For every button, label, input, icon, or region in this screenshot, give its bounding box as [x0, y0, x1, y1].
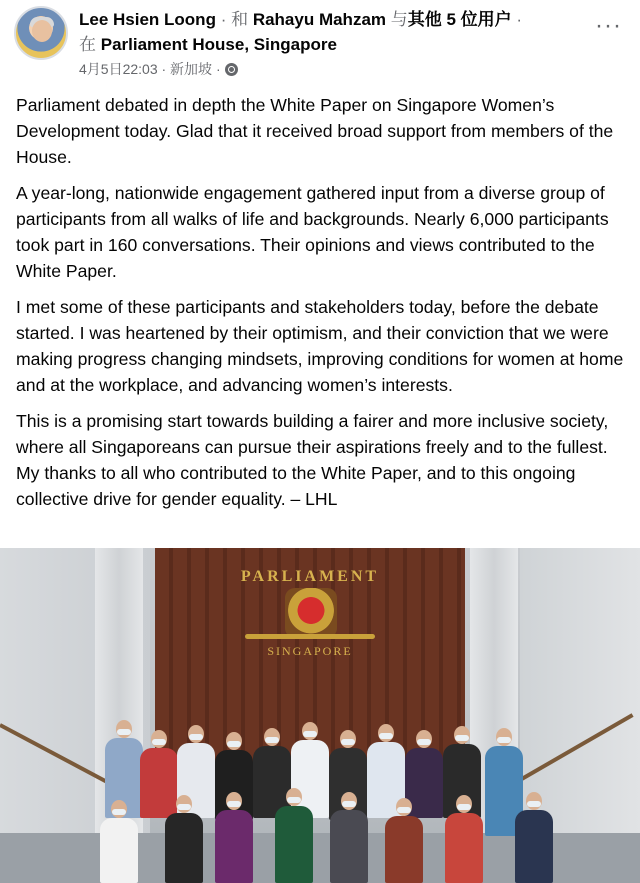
- person: [275, 806, 313, 883]
- face-mask: [497, 737, 511, 743]
- others-prefix: 与: [386, 10, 408, 29]
- person: [165, 813, 203, 883]
- face-mask: [265, 737, 279, 743]
- author-name[interactable]: Lee Hsien Loong: [79, 10, 216, 29]
- face-mask: [455, 735, 469, 741]
- profile-avatar[interactable]: [14, 6, 68, 60]
- face-mask: [227, 741, 241, 747]
- face-mask: [397, 807, 411, 813]
- face-mask: [303, 731, 317, 737]
- post-paragraph: I met some of these participants and stakeholders today, before the debate started. I was heartened by their optimism, and their conviction that we were making progress changing mindsets, improving conditions for women at home and at the workplace, and advancing women’s interests.: [16, 297, 624, 395]
- globe-icon: [225, 63, 238, 76]
- group-of-people: [95, 718, 565, 883]
- tagged-person[interactable]: Rahayu Mahzam: [252, 10, 387, 29]
- others-suffix: ·: [511, 10, 523, 29]
- face-mask: [152, 739, 166, 745]
- face-mask: [112, 809, 126, 815]
- header-line2: [79, 34, 337, 56]
- post-paragraph: This is a promising start towards building a fairer and more inclusive society, where all Singaporeans can pursue their aspirations freely and to the fullest. My thanks to all who contributed to the White Paper, and to this ongoing collective drive for gender equality. – LHL: [16, 411, 609, 509]
- more-options-button[interactable]: ···: [595, 12, 622, 39]
- person: [385, 816, 423, 883]
- post-meta: [79, 60, 238, 78]
- face-mask: [189, 734, 203, 740]
- header-line1: [79, 9, 579, 31]
- location-prefix: 在: [79, 35, 101, 54]
- face-mask: [417, 739, 431, 745]
- face-mask: [342, 801, 356, 807]
- post-photo[interactable]: [0, 548, 640, 883]
- person: [330, 810, 368, 883]
- coat-of-arms: [285, 588, 337, 638]
- face-mask: [117, 729, 131, 735]
- timestamp[interactable]: 4月5日22:03: [79, 61, 158, 77]
- face-mask: [227, 801, 241, 807]
- face-mask: [341, 739, 355, 745]
- sign-parliament: PARLIAMENT: [240, 568, 380, 585]
- sign-singapore: SINGAPORE: [267, 644, 353, 658]
- face-mask: [457, 804, 471, 810]
- others-link[interactable]: 其他 5 位用户: [407, 10, 512, 29]
- location-link[interactable]: Parliament House, Singapore: [100, 35, 337, 54]
- person: [100, 818, 138, 883]
- post-body: [16, 92, 628, 522]
- avatar-face: [32, 20, 52, 42]
- region-label: · 新加坡 ·: [157, 61, 221, 77]
- face-mask: [287, 797, 301, 803]
- post-header: [0, 0, 640, 90]
- person: [140, 748, 178, 818]
- face-mask: [527, 801, 541, 807]
- person: [445, 813, 483, 883]
- post-paragraph: A year-long, nationwide engagement gathered input from a diverse group of participants from all walks of life and backgrounds. Nearly 6,000 participants took part in 160 conversations. Their opinions and views contributed to the White Paper.: [16, 183, 609, 281]
- face-mask: [177, 804, 191, 810]
- face-mask: [379, 733, 393, 739]
- tag-separator: · 和: [215, 10, 253, 29]
- person: [215, 810, 253, 883]
- mace: [245, 634, 375, 639]
- post-paragraph: Parliament debated in depth the White Paper on Singapore Women’s Development today. Glad that it received broad support from members of the House.: [16, 95, 614, 167]
- person: [515, 810, 553, 883]
